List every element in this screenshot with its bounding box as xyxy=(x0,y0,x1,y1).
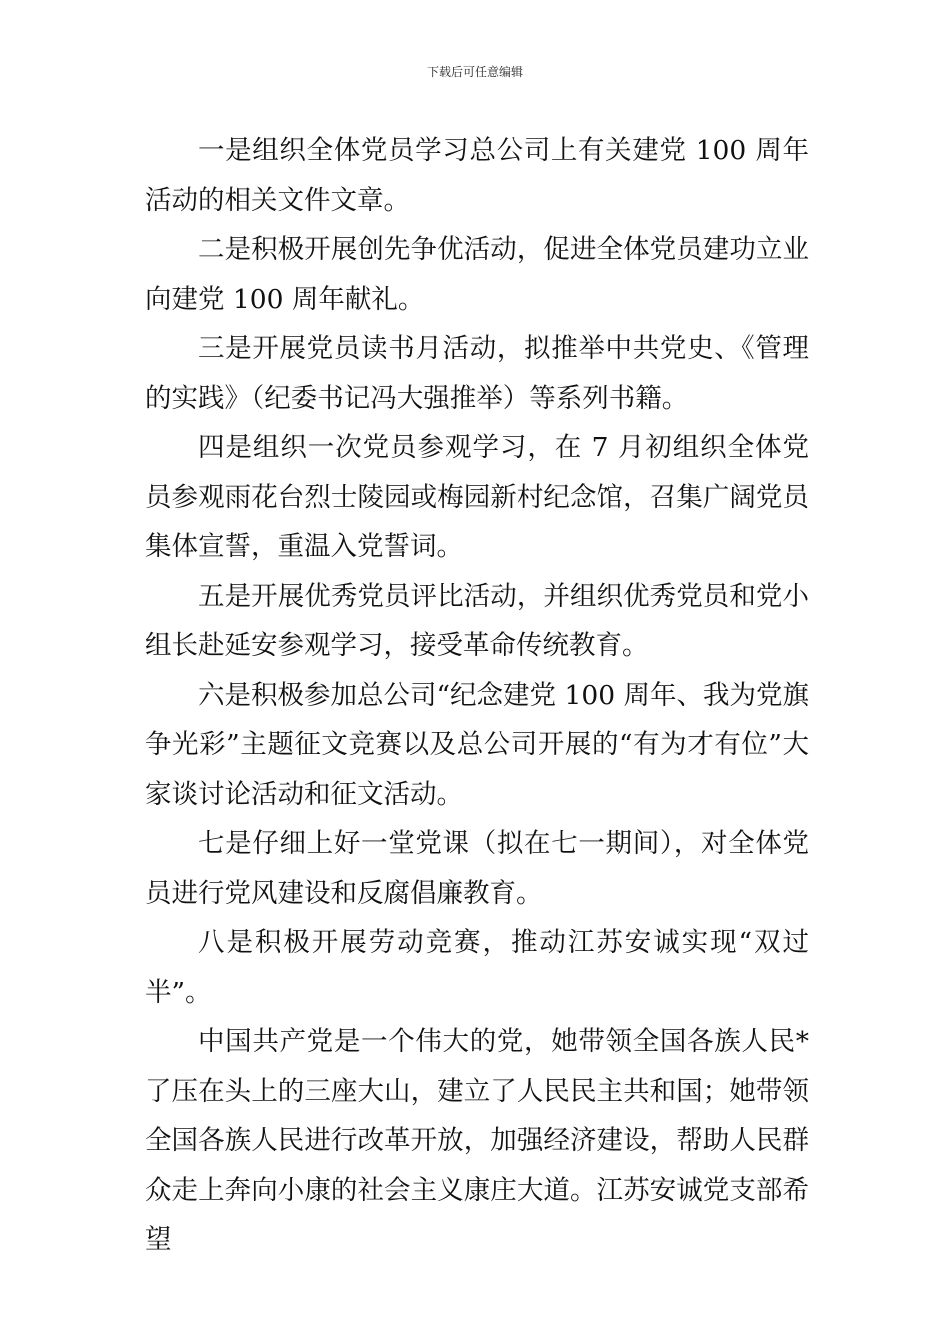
paragraph-9: 中国共产党是一个伟大的党，她带领全国各族人民*了压在头上的三座大山，建立了人民民主共和国；她带领全国各族人民进行改革开放，加强经济建设，帮助人民群众走上奔向小康的社会主义康庄大道。江苏安诚党支部希望 xyxy=(145,1026,809,1255)
paragraph-7: 七是仔细上好一堂党课（拟在七一期间），对全体党员进行党风建设和反腐倡廉教育。 xyxy=(145,828,809,909)
paragraph-1: 一是组织全体党员学习总公司上有关建党 100 周年活动的相关文件文章。 xyxy=(145,135,809,216)
page-header: 下载后可任意编辑 xyxy=(426,65,523,79)
paragraph-2: 二是积极开展创先争优活动，促进全体党员建功立业向建党 100 周年献礼。 xyxy=(145,234,809,315)
paragraph-8: 八是积极开展劳动竞赛，推动江苏安诚实现“双过半”。 xyxy=(145,927,809,1008)
paragraph-6: 六是积极参加总公司“纪念建党 100 周年、我为党旗争光彩”主题征文竞赛以及总公司开展的“有为才有位”大家谈讨论活动和征文活动。 xyxy=(145,679,809,810)
paragraph-5: 五是开展优秀党员评比活动，并组织优秀党员和党小组长赴延安参观学习，接受革命传统教育。 xyxy=(145,580,809,661)
paragraph-4: 四是组织一次党员参观学习，在 7 月初组织全体党员参观雨花台烈士陵园或梅园新村纪念馆，召集广阔党员集体宣誓，重温入党誓词。 xyxy=(145,432,809,562)
document-body xyxy=(145,126,809,1265)
paragraph-3: 三是开展党员读书月活动，拟推举中共党史、《管理的实践》（纪委书记冯大强推举）等系列书籍。 xyxy=(145,333,809,414)
